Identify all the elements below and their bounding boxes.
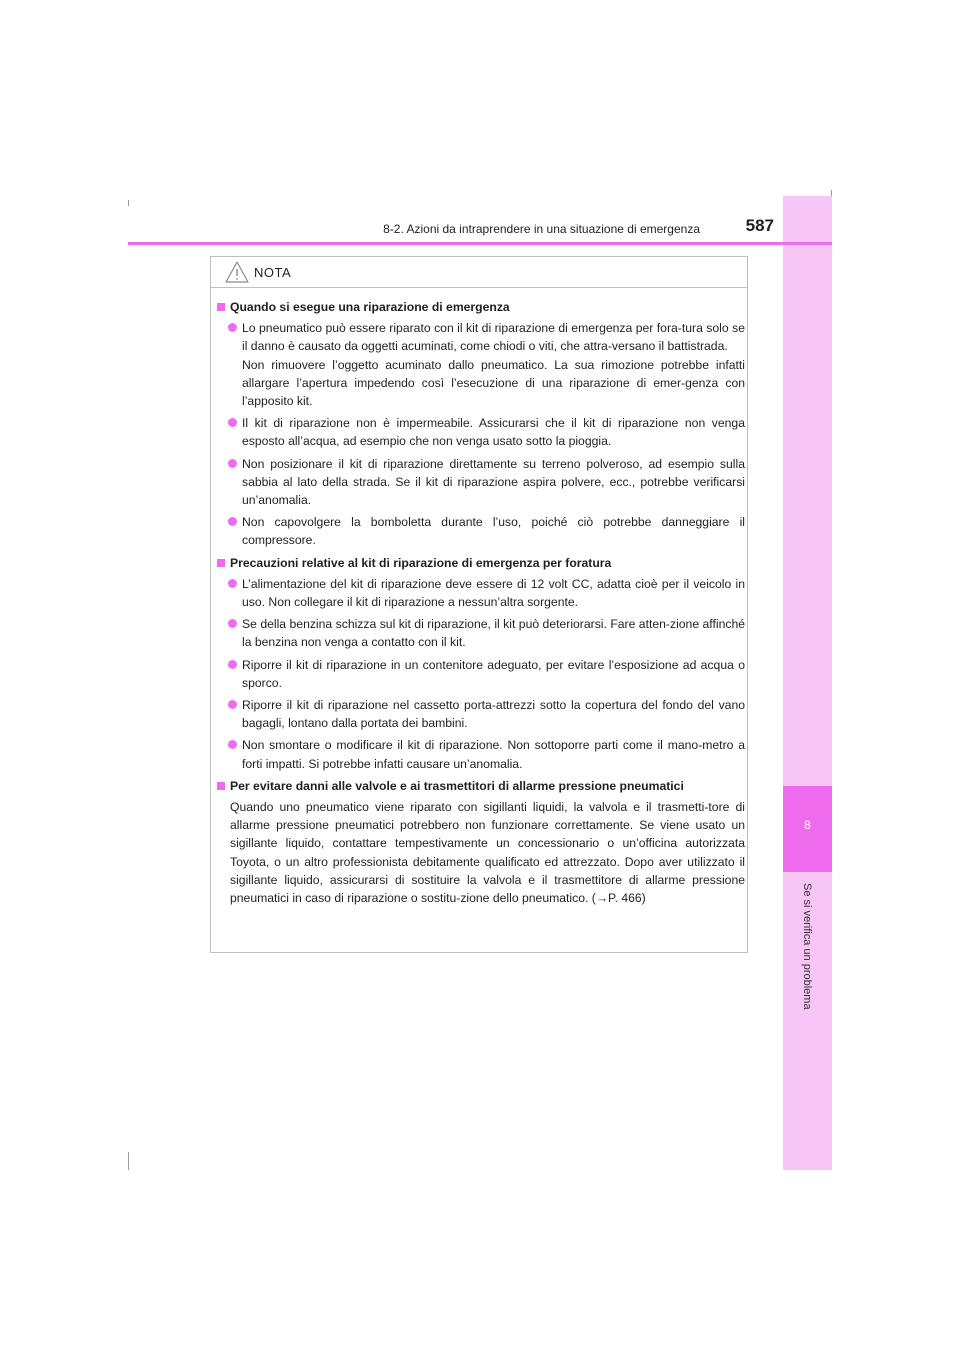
- chapter-number: 8: [804, 818, 811, 832]
- page-number: 587: [745, 216, 774, 235]
- notice-label: NOTA: [254, 265, 292, 280]
- round-bullet-icon: [228, 619, 237, 628]
- square-bullet-icon: [217, 782, 225, 790]
- round-bullet-icon: [228, 459, 237, 468]
- item-text: Non capovolgere la bomboletta durante l’uso, poiché ciò potrebbe danneggiare il compressore.: [242, 515, 745, 548]
- item-text: Non rimuovere l’oggetto acuminato dallo pneumatico. La sua rimozione potrebbe infatti allargare l’apertura impedendo così l’esecuzione di una riparazione di emer-genza con l’apposito kit.: [242, 357, 745, 409]
- item-text: Se della benzina schizza sul kit di riparazione, il kit può deteriorarsi. Fare atten-zione affinché la benzina non venga a contatto con il kit.: [242, 617, 745, 650]
- item-text: Lo pneumatico può essere riparato con il kit di riparazione di emergenza per fora-tura solo se il danno è causato da oggetti acuminati, come chiodi o viti, che attra-versano il battistrada.: [242, 321, 745, 354]
- list-item: [217, 656, 745, 692]
- square-bullet-icon: [217, 303, 225, 311]
- list-item: [217, 455, 745, 510]
- notice-body: [217, 298, 745, 907]
- list-item: [217, 414, 745, 450]
- section-heading-text: Precauzioni relative al kit di riparazione di emergenza per foratura: [230, 555, 612, 570]
- chapter-tab[interactable]: [783, 786, 832, 872]
- item-text: Riporre il kit di riparazione in un contenitore adeguato, per evitare l’esposizione ad acqua o sporco.: [242, 657, 745, 690]
- section-paragraph: Quando uno pneumatico viene riparato con sigillanti liquidi, la valvola e il trasmetti-tore di allarme pressione pneumatici potrebbero non funzionare correttamente. Se viene usato un sigillante liquido, contattare tempestivamente un concessionario o un’officina autorizzata Toyota, o un altro professionista debitamente qualificato ed attrezzato. Dopo aver utilizzato il sigillante liquido, assicurarsi di sostituire la valvola e il trasmettitore di allarme pressione pneumatici in caso di riparazione o sostitu-zione dello pneumatico. (→P. 466): [230, 800, 745, 906]
- section-heading: [217, 554, 745, 572]
- list-item: [217, 736, 745, 772]
- list-item: [217, 319, 745, 410]
- round-bullet-icon: [228, 323, 237, 332]
- section-heading: [217, 777, 745, 795]
- round-bullet-icon: [228, 418, 237, 427]
- item-text: L’alimentazione del kit di riparazione deve essere di 12 volt CC, adatta cioè per il veicolo in uso. Non collegare il kit di riparazione a nessun’altra sorgente.: [242, 576, 745, 610]
- chapter-title: Se si verifica un problema: [801, 883, 813, 1010]
- item-text: Il kit di riparazione non è impermeabile. Assicurarsi che il kit di riparazione non venga esposto all’acqua, ad esempio che non venga usato sotto la pioggia.: [242, 416, 745, 449]
- round-bullet-icon: [228, 740, 237, 749]
- round-bullet-icon: [228, 517, 237, 526]
- section-title: 8-2. Azioni da intraprendere in una situazione di emergenza: [383, 222, 700, 236]
- notice-box: [210, 256, 748, 953]
- section-heading: [217, 298, 745, 316]
- list-item: [217, 513, 745, 549]
- crop-mark: [128, 1152, 129, 1170]
- list-item: [217, 615, 745, 651]
- square-bullet-icon: [217, 559, 225, 567]
- notice-header: [211, 257, 747, 288]
- crop-mark: [128, 200, 129, 206]
- item-text: Non smontare o modificare il kit di riparazione. Non sottoporre parti come il mano-metro a forti impatti. Si potrebbe infatti causare un’anomalia.: [242, 738, 745, 771]
- header-rule: [128, 242, 832, 245]
- round-bullet-icon: [228, 700, 237, 709]
- item-text: Non posizionare il kit di riparazione direttamente su terreno polveroso, ad esempio sulla sabbia al lato della strada. Se il kit di riparazione aspira polvere, ecc., potrebbe verificarsi un’anomalia.: [242, 456, 745, 508]
- section-heading-text: Quando si esegue una riparazione di emergenza: [230, 300, 510, 314]
- list-item: [217, 575, 745, 611]
- warning-triangle-icon: [225, 261, 249, 283]
- section-heading-text: Per evitare danni alle valvole e ai trasmettitori di allarme pressione pneumatici: [230, 778, 684, 793]
- list-item: [217, 696, 745, 732]
- round-bullet-icon: [228, 579, 237, 588]
- round-bullet-icon: [228, 660, 237, 669]
- item-text: Riporre il kit di riparazione nel cassetto porta-attrezzi sotto la copertura del fondo del vano bagagli, lontano dalla portata dei bambini.: [242, 698, 745, 731]
